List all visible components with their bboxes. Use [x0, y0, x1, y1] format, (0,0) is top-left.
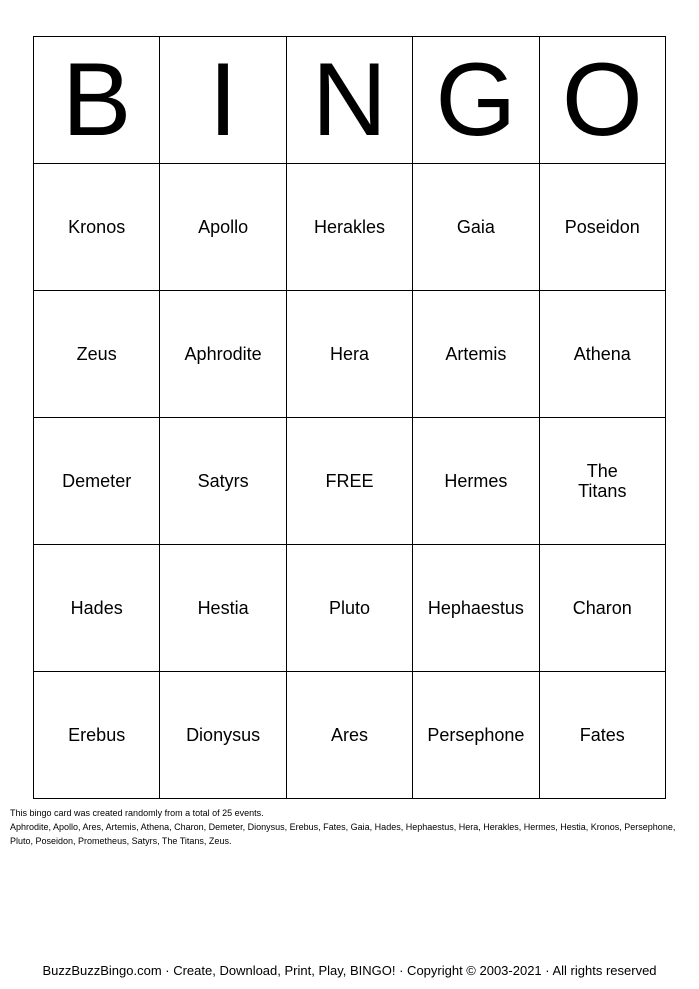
- header-letter-o: O: [539, 37, 665, 164]
- header-letter-b: B: [34, 37, 160, 164]
- bingo-cell: Hera: [286, 291, 412, 418]
- card-info-note: [10, 806, 690, 848]
- bingo-row: [34, 291, 666, 418]
- bingo-cell: Athena: [539, 291, 665, 418]
- bingo-row: [34, 164, 666, 291]
- bingo-cell: Hades: [34, 545, 160, 672]
- bingo-cell: Hephaestus: [413, 545, 539, 672]
- bingo-cell: Poseidon: [539, 164, 665, 291]
- bingo-cell: Hermes: [413, 418, 539, 545]
- bingo-cell: Zeus: [34, 291, 160, 418]
- bingo-cell: Ares: [286, 672, 412, 799]
- header-letter-i: I: [160, 37, 286, 164]
- bingo-cell: Satyrs: [160, 418, 286, 545]
- event-list: Aphrodite, Apollo, Ares, Artemis, Athena, Charon, Demeter, Dionysus, Erebus, Fates, Gaia, Hades, Hephaestus, Hera, Herakles, Hermes, Hestia, Kronos, Persephone, Pluto, Poseidon, Prometheus, Satyrs, The Titans, Zeus.: [10, 822, 676, 846]
- page-footer: BuzzBuzzBingo.com · Create, Download, Print, Play, BINGO! · Copyright © 2003-2021 · All rights reserved: [42, 963, 657, 978]
- bingo-cell: Erebus: [34, 672, 160, 799]
- bingo-cell: Charon: [539, 545, 665, 672]
- bingo-cell: Aphrodite: [160, 291, 286, 418]
- free-space-cell: FREE: [286, 418, 412, 545]
- header-letter-g: G: [413, 37, 539, 164]
- bingo-row: [34, 418, 666, 545]
- bingo-cell: Demeter: [34, 418, 160, 545]
- header-letter-n: N: [286, 37, 412, 164]
- bingo-cell: Kronos: [34, 164, 160, 291]
- bingo-row: [34, 545, 666, 672]
- bingo-header-row: [34, 37, 666, 164]
- bingo-cell: The Titans: [539, 418, 665, 545]
- bingo-cell: Herakles: [286, 164, 412, 291]
- bingo-cell: Gaia: [413, 164, 539, 291]
- bingo-row: [34, 672, 666, 799]
- bingo-cell: Hestia: [160, 545, 286, 672]
- bingo-cell: Apollo: [160, 164, 286, 291]
- bingo-card: [33, 36, 666, 799]
- bingo-cell: Persephone: [413, 672, 539, 799]
- bingo-cell: Dionysus: [160, 672, 286, 799]
- card-info-summary: This bingo card was created randomly from a total of 25 events.: [10, 808, 264, 818]
- bingo-cell: Pluto: [286, 545, 412, 672]
- bingo-cell: Fates: [539, 672, 665, 799]
- bingo-cell: Artemis: [413, 291, 539, 418]
